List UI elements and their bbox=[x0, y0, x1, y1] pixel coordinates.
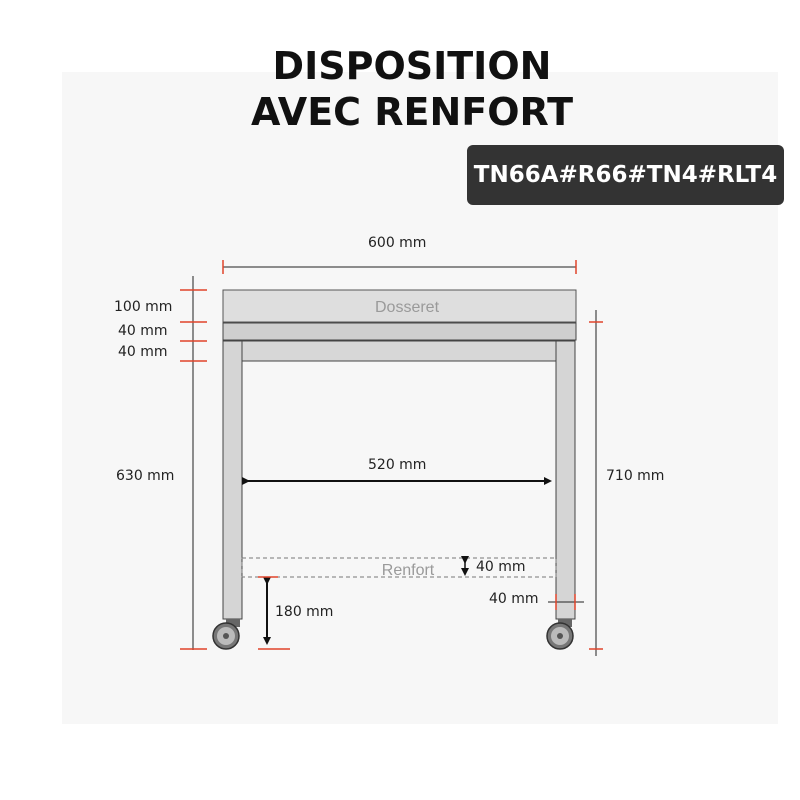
worktop bbox=[223, 323, 576, 340]
leg-height-label: 630 mm bbox=[116, 468, 175, 484]
apron bbox=[242, 341, 556, 361]
inner-width-label: 520 mm bbox=[368, 457, 427, 473]
right-height-dimension-line bbox=[589, 310, 603, 656]
left-caster bbox=[213, 619, 240, 649]
left-height-dimension-line bbox=[180, 276, 207, 650]
right-leg bbox=[556, 341, 575, 619]
brace-height-label: 40 mm bbox=[476, 559, 526, 575]
total-height-label: 710 mm bbox=[606, 468, 665, 484]
left-leg bbox=[223, 341, 242, 619]
brace-floor-height-label: 180 mm bbox=[275, 604, 334, 620]
leg-width-label: 40 mm bbox=[489, 591, 539, 607]
reference-code-badge: TN66A#R66#TN4#RLT4 bbox=[467, 145, 784, 205]
top-thickness-label: 40 mm bbox=[118, 323, 168, 339]
title-line-2: AVEC RENFORT bbox=[250, 90, 574, 134]
width-total-label: 600 mm bbox=[368, 235, 427, 251]
brace-label: Renfort bbox=[381, 562, 435, 579]
right-caster bbox=[547, 619, 573, 649]
title-line-1: DISPOSITION bbox=[272, 44, 552, 88]
width-dimension-line bbox=[223, 260, 576, 274]
backsplash-label: Dosseret bbox=[374, 299, 440, 316]
apron-height-label: 40 mm bbox=[118, 344, 168, 360]
backsplash-height-label: 100 mm bbox=[114, 299, 173, 315]
